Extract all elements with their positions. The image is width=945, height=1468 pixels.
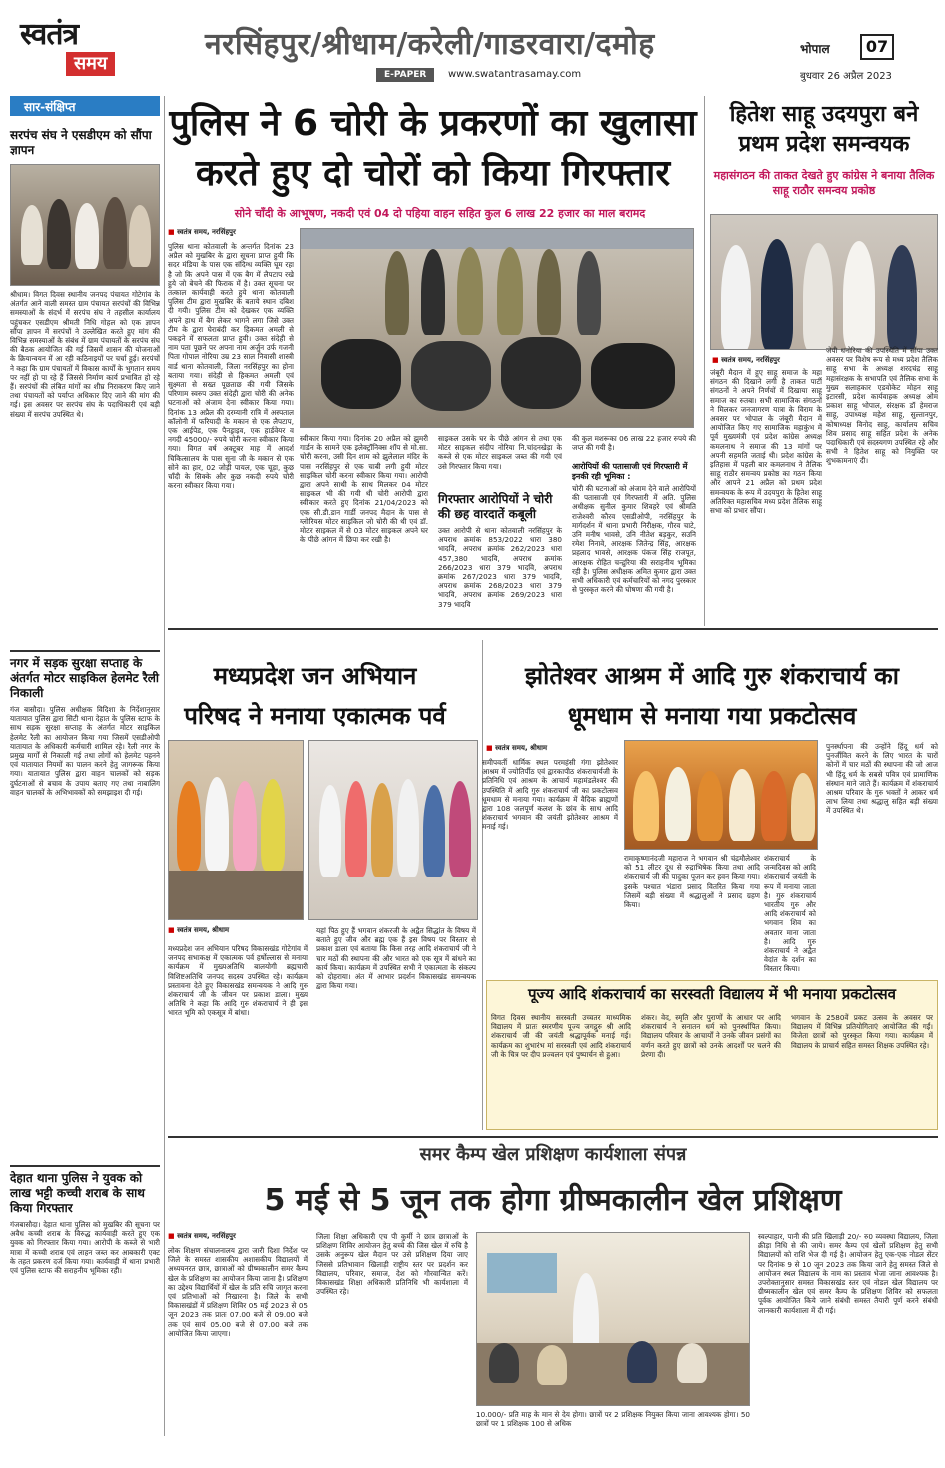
story-3-body: गंजबासौदा। देहात थाना पुलिस को मुखबिर की सूचना पर अवैध कच्ची शराब के विरुद्ध कार्यवाही करते हुए एक युवक को गिरफ्तार किया गया। आरोपी के कब्जे से भारी मात्रा में कच्ची शराब एवं लाहन जब्त कर आबकारी एक्ट के तहत प्रकरण दर्ज किया गया। कार्यवाही में थाना प्रभारी एवं पुलिस स्टाफ की सराहनीय भूमिका रही। (10, 1220, 160, 1276)
mid-left-byline: ■ स्वतंत्र समय, श्रीधाम (168, 926, 229, 935)
mid-right-col-1: समीपवर्ती धार्मिक स्थल परमहंसी गंगा झोतेश्वर आश्रम में ज्योतिर्पीठ एवं द्वारकापीठ शंकराचार्यजी के प्रतिनिधि एवं आश्रम के आचार्य महामंडलेश्वर की उपस्थिति में आदि गुरु शंकराचार्य जी का प्रकटोत्सव धूमधाम से मनाया गया। कार्यक्रम में वैदिक ब्राह्मणों द्वारा 108 जलपूर्ण कलश के छांव के साथ आदि शंकराचार्य भगवान की जयंती झोतेश्वर आश्रम में मनाई गई। (482, 758, 618, 832)
mid-right-col-3: शंकराचार्य के जन्मदिवस को आदि शंकराचार्य जयंती के रूप में मनाया जाता है। गुरु शंकराचार्य भारतीय गुरु और आदि शंकराचार्य को भगवान शिव का अवतार माना जाता है। आदि गुरु शंकराचार्य ने अद्वैत वेदांत के दर्शन का विस्तार किया। (764, 854, 816, 974)
lead-subhead: सोने चाँदी के आभूषण, नकदी एवं 04 दो पहिया वाहन सहित कुल 6 लाख 22 हजार का माल बरामद (234, 207, 646, 220)
lead-col-4: की कुल मशरूका 06 लाख 22 हजार रुपये की जप्त की गयी है। (572, 434, 696, 453)
epaper-label: E-PAPER (376, 68, 434, 82)
mid-left-col-1: मध्यप्रदेश जन अभियान परिषद विकासखंड गोटेगांव में जनपद सभाकक्ष में एकात्मक पर्व हर्षोल्लास से मनाया कार्यक्रम में मुख्यअतिथि बालयोगी ब्रह्मचारी विशिष्टअतिथि जनपद सदस्य उपस्थित रहे। कार्यक्रम प्रस्तावना देते हुए विकासखंड समन्वयक ने आदि गुरु शंकराचार्य जी के जीवन पर प्रकाश डाला। मुख्य अतिथि ने कहा कि आदि गुरु शंकराचार्य ने ही इस भारत भूमि को एकसूत्र में बांधा। (168, 944, 308, 1018)
mid-left-photo-2 (308, 740, 478, 920)
left-column (10, 96, 160, 1436)
mid-right-photo (624, 740, 818, 850)
right-photo (710, 214, 938, 350)
sports-col-2: जिला शिक्षा अधिकारी एच पी कुर्मी ने छात्र छात्राओं के प्रशिक्षण शिविर आयोजन हेतु बच्चे की जिस खेल में रुचि है उसके अनुरूप खेल मैदान पर उसे प्रशिक्षण दिया जाए जिससे प्रतिभावान खिलाड़ी राष्ट्रीय स्तर पर प्रदर्शन कर विद्यालय, परिवार, समाज, देश को गौरवान्वित करें। विकासखंड शिक्षा अधिकारी प्रतिनिधि भी कार्यशाला में उपस्थित रहे। (316, 1232, 468, 1297)
lead-col-3: साइकल उसके घर के पीछे आंगन से तथा एक मोटर साइकल संदीप नोरिया नि.चांदनखेड़ा के कब्जे से एक मोटर साइकल जब्त की गयी एवं उसे गिरफ्तार किया गया। (438, 434, 562, 471)
lead-col-1: पुलिस थाना कोतवाली के अन्तर्गत दिनांक 23 अप्रैल को मुखबिर के द्वारा सूचना प्राप्त हुयी कि सदर मंडिया के पास एक संदिग्ध व्यक्ति घूम रहा है जो कि अपने पास में एक बैग में लैपटाप रखे हुये जो बेचने की फिराक में है। उक्त सूचना पर तत्काल कार्यवाही करते हुये थाना कोतवाली पुलिस टीम द्वारा मुखबिर के बताये स्थान दबिश दी गयी। पुलिस टीम को देखकर एक व्यक्ति अपने हाथ में बैग लेकर भागने लगा जिसे उक्त टीम के द्वारा घेराबंदी कर हिकमत अमली से पकड़ने में सफलता प्राप्त हुयी। उक्त संदेही से नाम पता पूछने पर अपना नाम अर्जुन उर्फ गजनी पिता गोपाल नोरिया उम्र 23 साल निवासी शास्त्री वार्ड थाना कोतवाली, जिला नरसिंहपुर का होना बताया गया। संदेही से हिकमत अमली एवं सुक्ष्मता से सख्त पूछताछ की गयी जिसके परिणाम स्वरुप उक्त संदेही द्वारा चोरी की अनेक घटनाओं को अंजाम देना स्वीकार किया गया। दिनांक 13 अप्रैल की दरम्यानी रात्रि में अस्पताल कॉलोनी में फरियादी के मकान से एक लैपटाप, एक आईपेड, एक पैनड्राइव, एक हार्डवेयर व नगदी 45000/- रुपये चोरी करना स्वीकार किया गया। विगत वर्ष अक्टूबर माह में आदर्श चिकित्सालय के पास सूना जी के मकान से एक सोने का हार, 02 जोड़ी पायल, एक चूड़ा, कुछ चाँदी के सिक्के और कुछ नकदी रुपये चोरी करना स्वीकार किया गया। (168, 242, 294, 491)
date: बुधवार 26 अप्रैल 2023 (800, 71, 892, 82)
saraswati-col-2: शंकर। वेद, स्मृति और पुराणों के आधार पर आदि शंकराचार्य ने सनातन धर्म को पुनर्स्थापित किया। विद्यालय परिवार के आचार्यों ने उनके जीवन प्रसंगों का वर्णन करते हुए छात्रों को उनके आदर्शों पर चलने की प्रेरणा दी। (641, 1013, 781, 1059)
website[interactable]: www.swatantrasamay.com (448, 69, 582, 80)
lead-byline: ■ स्वतंत्र समय, नरसिंहपुर (168, 228, 236, 237)
sports-photo (476, 1232, 750, 1406)
mid-left-col-2: यहां पिठ हुए हैं भगवान शंकरजी के अद्वैत सिद्धांत के विषय में बताते हुए जीव और ब्रह्म एक हैं इस विषय पर विस्तार से प्रकाश डाला एवं बताया कि किस तरह आदि शंकराचार्य जी ने चार मठों की स्थापना की और भारत को एक सूत्र में बांधने का कार्य किया। कार्यक्रम में उपस्थित सभी ने एकात्मता के संकल्प को दोहराया। अंत में आभार प्रदर्शन विकासखंड समन्वयक द्वारा किया गया। (316, 926, 476, 991)
story-3-headline: देहात थाना पुलिस ने युवक को लाख भट्टी कच्ची शराब के साथ किया गिरफ्तार (10, 1171, 145, 1215)
right-col-2: जेपी धनोरिया की उपस्थिति में सौंपा उक्त अवसर पर विशेष रूप से मध्य प्रदेश तैलिक साहू सभा के अध्यक्ष शरदचंद्र साहू महासंरक्षक के सभापति एवं तैलिक सभा के मुख्य सलाहकार एडवोकेट मोहन साहू इटारसी, प्रदेश कार्यवाहक अध्यक्ष ओम प्रकाश साहू भोपाल, संरक्षक डॉ हेमराज साहू, उपाध्यक्ष महेश साहू, सुल्तानपुर, कोषाध्यक्ष विनोद साहू, कार्यालय सचिव शिव प्रसाद साहू सहित प्रदेश के अनेक पदाधिकारी एवं सदस्यगण उपस्थित रहे और सभी ने हितेश साहू को नियुक्ति पर शुभकामनाएं दी। (826, 346, 938, 466)
sports-byline: ■ स्वतंत्र समय, नरसिंहपुर (168, 1232, 236, 1241)
lead-headline-1: पुलिस ने 6 चोरी के प्रकरणों का खुलासा (169, 103, 697, 144)
edition-title: नरसिंहपुर/श्रीधाम/करेली/गाडरवारा/दमोह (205, 27, 655, 62)
mid-left-photo (168, 740, 304, 920)
mid-right-col-4: पुनर्स्थापना की उन्होंने हिंदू धर्म को पुनर्जीवित करने के लिए भारत के चारों कोनों में चार मठों की स्थापना की जो आज भी हिंदू धर्म के सबसे पवित्र एवं प्रामाणिक संस्थान माने जाते हैं। कार्यक्रम में शंकराचार्य आश्रम परिवार के गुरु भक्तों ने आकर धर्म लाभ लिया तथा श्रद्धालु सहित बड़ी संख्या में उपस्थित थे। (826, 742, 938, 816)
mid-right-headline-2: धूमधाम से मनाया गया प्रकटोत्सव (567, 702, 857, 730)
logo (20, 18, 130, 82)
mid-left-headline-1: मध्यप्रदेश जन अभियान (213, 662, 417, 690)
saraswati-col-3: भगवान के 2580वें प्रकट उत्सव के अवसर पर विद्यालय में विभिन्न प्रतियोगिताएं आयोजित की गईं। विजेता छात्रों को पुरस्कृत किया गया। कार्यक्रम में विद्यालय के प्राचार्य सहित समस्त शिक्षक उपस्थित रहे। (791, 1013, 933, 1050)
story-1-headline: सरपंच संघ ने एसडीएम को सौंपा ज्ञापन (10, 128, 152, 157)
lead-col-3-subhead: गिरफ्तार आरोपियों ने चोरी की छह वारदातें कबूली (438, 492, 553, 521)
story-2-headline: नगर में सड़क सुरक्षा सप्ताह के अंतर्गत मोटर साइकिल हेलमेट रैली निकाली (10, 656, 160, 700)
mid-right-col-2: रामाकृष्णानंदजी महाराज ने भगवान श्री चंद्रमौलेश्वर को 51 लीटर दूध से रुद्राभिषेक किया तथा आदि शंकराचार्य जी की पादुका पूजन कर हवन किया गया। इसके पश्चात भंडारा प्रसाद वितरित किया गया जिसमें बड़ी संख्या में श्रद्धालुओं ने प्रसाद ग्रहण किया। (624, 854, 760, 910)
story-2-body: गंज बासौदा। पुलिस अधीक्षक विदिशा के निर्देशानुसार यातायात पुलिस द्वारा सिटी थाना देहात के पुलिस स्टाफ के साथ सड़क सुरक्षा सप्ताह के अंतर्गत मोटर साइकिल हेलमेट रैली का आयोजन किया गया जिसमें एसडीओपी यातायात के अधिकारी कर्मचारी शामिल रहे। रैली नगर के प्रमुख मार्गों से निकाली गई तथा लोगों को हेलमेट पहनने एवं यातायात नियमों का पालन करने हेतु जागरूक किया गया। यातायात पुलिस द्वारा वाहन चालकों को सड़क दुर्घटनाओं से बचाव के उपाय बताए गए तथा नाबालिग वाहन चालकों के अभिभावकों को समझाइश दी गई। (10, 705, 160, 797)
lead-col-2: स्वीकार किया गया। दिनांक 20 अप्रैल को झुमरी गार्डन के सामने एक इलेक्ट्रॉनिक्स शॉप से मो.सा. चोरी करना, उसी दिन शाम को झुलेलाल मंदिर के पास नरसिंहपुर से एक चाबी लगी हुयी मोटर साइकिल चोरी करना स्वीकार किया गया। आरोपी द्वारा अपने साथी के साथ मिलकर 04 मोटर साइकल भी की गयी थी चोरी आरोपी द्वारा स्वीकार करते हुए दिनांक 21/04/2023 को एक सी.डी.डान गार्डी जनपद मैदान के पास से ग्लोरियस मोटर साइकिल जो चोरी की थी एवं डॉ. मोटर साइकल में से 03 मोटर साइकल अपने घर के पीछे आंगन में छिपा कर रखी है। (300, 434, 428, 545)
city-label: भोपाल (800, 42, 830, 56)
saraswati-box (486, 980, 938, 1130)
sports-col-3: स्वल्पाहार, पानी की प्रति खिलाड़ी 20/- रु0 व्यवस्था विद्यालय, जिला क्रीड़ा निधि से की जाये। समर कैम्प एवं खेलों प्रशिक्षण हेतु सभी विद्यालयों को राशि भेज दी गई है। आयोजन हेतु एक-एक नोडल सेंटर पर दिनांक 9 से 10 जून 2023 तक किया जाने हेतु समस्त जिले से आयोजन स्थल विद्यालय के नाम का प्रस्ताव भेजा जाना आवश्यक है। उपरोक्तानुसार समस्त विकासखंड स्तर एवं नोडल खेल विद्यालय पर ग्रीष्मकालीन खेल एवं समर कैम्प के प्रशिक्षण शिविर को सफलता पूर्वक आयोजित किये जाने संबंधी समस्त तैयारी पूर्ण करने संबंधी जानकारी कार्यशाला में दी गई। (758, 1232, 938, 1315)
masthead (0, 0, 945, 92)
lead-col-4-body: चोरी की घटनाओं को अंजाम देने वाले आरोपियों की पतासाजी एवं गिरफ्तारी में अति. पुलिस अधीक्षक सुनील कुमार शिवहरे एवं श्रीमति राजेश्वरी कौरव एसडीओपी, नरसिंहपुर के मार्गदर्शन में थाना प्रभारी निरीक्षक, गौरव चाटे, उनि मनीष भावसे, उनि नीतेश बड़कुर, सउनि रमेश निनावे, आरक्षक जितेन्द्र सिंह, आरक्षक प्रहलाद भावसे, आरक्षक पंकज सिंह राजपूत, आरक्षक रोहित चन्द्रुरिया की सराहनीय भूमिका रही है। पुलिस अधीक्षक अमित कुमार द्वारा उक्त सभी अधिकारी एवं कर्मचारियों को नगद पुरस्कार से पुरस्कृत करने की घोषणा की गयी है। (572, 484, 696, 595)
saraswati-headline: पूज्य आदि शंकराचार्य का सरस्वती विद्यालय में भी मनाया प्रकटोत्सव (528, 985, 896, 1003)
sports-headline: 5 मई से 5 जून तक होगा ग्रीष्मकालीन खेल प्रशिक्षण (264, 1183, 842, 1218)
right-byline: ■ स्वतंत्र समय, नरसिंहपुर (712, 356, 780, 365)
lead-photo (300, 228, 694, 428)
logo-bottom: समय (66, 52, 115, 76)
mid-left-headline-2: परिषद ने मनाया एकात्मक पर्व (184, 702, 446, 730)
sports-col-1: लोक शिक्षण संचालनालय द्वारा जारी दिशा निर्देश पर जिले के समस्त शासकीय अशासकीय विद्यालयों में अध्ययनरत छात्र, छात्राओं को ग्रीष्मकालीन समर कैम्प खेल के प्रशिक्षण का आयोजन किया जाना है। प्रशिक्षण का उद्देश्य विद्यार्थियों में खेल के प्रति रुचि जागृत करना एवं प्रतिभाओं को निखारना है। जिले के सभी विकासखंडों में प्रशिक्षण शिविर 05 मई 2023 से 05 जून 2023 तक प्रातः 07.00 बजे से 09.00 बजे तक एवं सायं 05.00 बजे से 07.00 बजे तक आयोजित किया जाएगा। (168, 1246, 308, 1338)
section-title: सार-संक्षिप्त (10, 96, 160, 116)
mid-right-headline-1: झोतेश्वर आश्रम में आदि गुरु शंकराचार्य का (525, 662, 899, 690)
sports-kicker: समर कैम्प खेल प्रशिक्षण कार्यशाला संपन्न (419, 1144, 687, 1165)
right-subhead: महासंगठन की ताकत देखते हुए कांग्रेस ने बनाया तैलिक साहू राठौर समन्वय प्रकोष्ठ (713, 169, 935, 197)
mid-right-byline: ■ स्वतंत्र समय, श्रीधाम (486, 744, 547, 753)
story-1-photo (10, 164, 160, 286)
lead-col-4-subhead: आरोपियों की पतासाजी एवं गिरफ्तारी में इनकी रही भूमिका : (572, 462, 688, 481)
page-number: 07 (860, 34, 894, 60)
sports-caption: 10.000/- प्रति माह के मान से देय होगा। छात्रों पर 2 प्रशिक्षक नियुक्त किया जाना आवश्यक होगा। 50 छात्रों पर 1 प्रशिक्षक 100 से अधिक (476, 1410, 750, 1429)
lead-col-3-body: उक्त आरोपी से थाना कोतवाली नरसिंहपुर के अपराध क्रमांक 853/2022 धारा 380 भादवि, अपराध क्रमांक 262/2023 धारा 457,380 भादवि, अपराध क्रमांक 266/2023 धारा 379 भादवि, अपराध क्रमांक 267/2023 धारा 379 भादवि, अपराध क्रमांक 268/2023 धारा 379 भादवि, अपराध क्रमांक 269/2023 धारा 379 भादवि (438, 526, 562, 609)
logo-top: स्वतंत्र (20, 17, 79, 52)
right-headline: हितेश साहू उदयपुरा बने प्रथम प्रदेश समन्वयक (729, 102, 919, 157)
saraswati-col-1: विगत दिवस स्थानीय सरस्वती उच्चतर माध्यमिक विद्यालय में प्रातः स्मरणीय पूज्य जगद्गुरु श्री आदि शंकराचार्य जी की जयंती श्रद्धापूर्वक मनाई गई। कार्यक्रम का शुभारंभ मां सरस्वती एवं आदि शंकराचार्य जी के चित्र पर दीप प्रज्वलन एवं पुष्पार्चन से हुआ। (491, 1013, 631, 1059)
story-1-body: श्रीधाम। विगत दिवस स्थानीय जनपद पंचायत गोटेगांव के अंतर्गत आने वाली समस्त ग्राम पंचायत सरपंचों की विभिन्न समस्याओं के संदर्भ में सरपंच संघ ने तहसील कार्यालय पहुंचकर एसडीएम श्रीमती निधि गोहल को एक ज्ञापन सौंपा ज्ञापन में सरपंचों ने उल्लेखित करते हुए मांग की विभिन्न समस्याओं के संबंध में ग्राम पंचायतों के सरपंच संघ की बैठक आयोजित की गई जिसमें शासन की योजनाओं के क्रियान्वयन में आ रही कठिनाइयों पर चर्चा हुई। सरपंचों ने कहा कि ग्राम पंचायतों में विकास कार्यों के भुगतान समय पर नहीं हो पा रहे हैं जिससे निर्माण कार्य प्रभावित हो रहे हैं। सरपंचों की लंबित मांगों का शीघ्र निराकरण किए जाने तथा पंचायतों को पर्याप्त अधिकार दिए जाने की मांग की गई। इस अवसर पर सरपंच संघ के पदाधिकारी एवं बड़ी संख्या में सरपंच उपस्थित थे। (10, 290, 160, 419)
lead-headline-2: करते हुए दो चोरों को किया गिरफ्तार (195, 153, 671, 194)
right-col-1: जंबूरी मैदान में हुए साहू समाज के महा संगठन की दिखाने लगी है ताकत पार्टी संगठनों ने अपने निर्णयों में दिखाया साहू समाज का रुतबा। सभी सामाजिक संगठनों ने मिलकर जनजागरण यात्रा के विराम के अवसर पर भोपाल के जंबूरी मैदान में आयोजित किए गए सामाजिक महाकुंभ में पूर्व मुख्यमंत्री एवं प्रदेश कांग्रेस अध्यक्ष कमलनाथ ने समाज की 13 मांगों पर अपनी सहमति जताई थी। प्रदेश कांग्रेस के इतिहास में पहली बार कमलनाथ ने तैलिक साहू राठौर समन्वय प्रकोष्ठ का गठन किया और आपने 21 अप्रैल को प्रथम प्रदेश समन्वयक के रूप में उदयपुरा के हितेश साहू अतिरिक्त महासचिव मध्य प्रदेश तैलिक साहू सभा को प्रभार सौंपा। (710, 368, 822, 516)
